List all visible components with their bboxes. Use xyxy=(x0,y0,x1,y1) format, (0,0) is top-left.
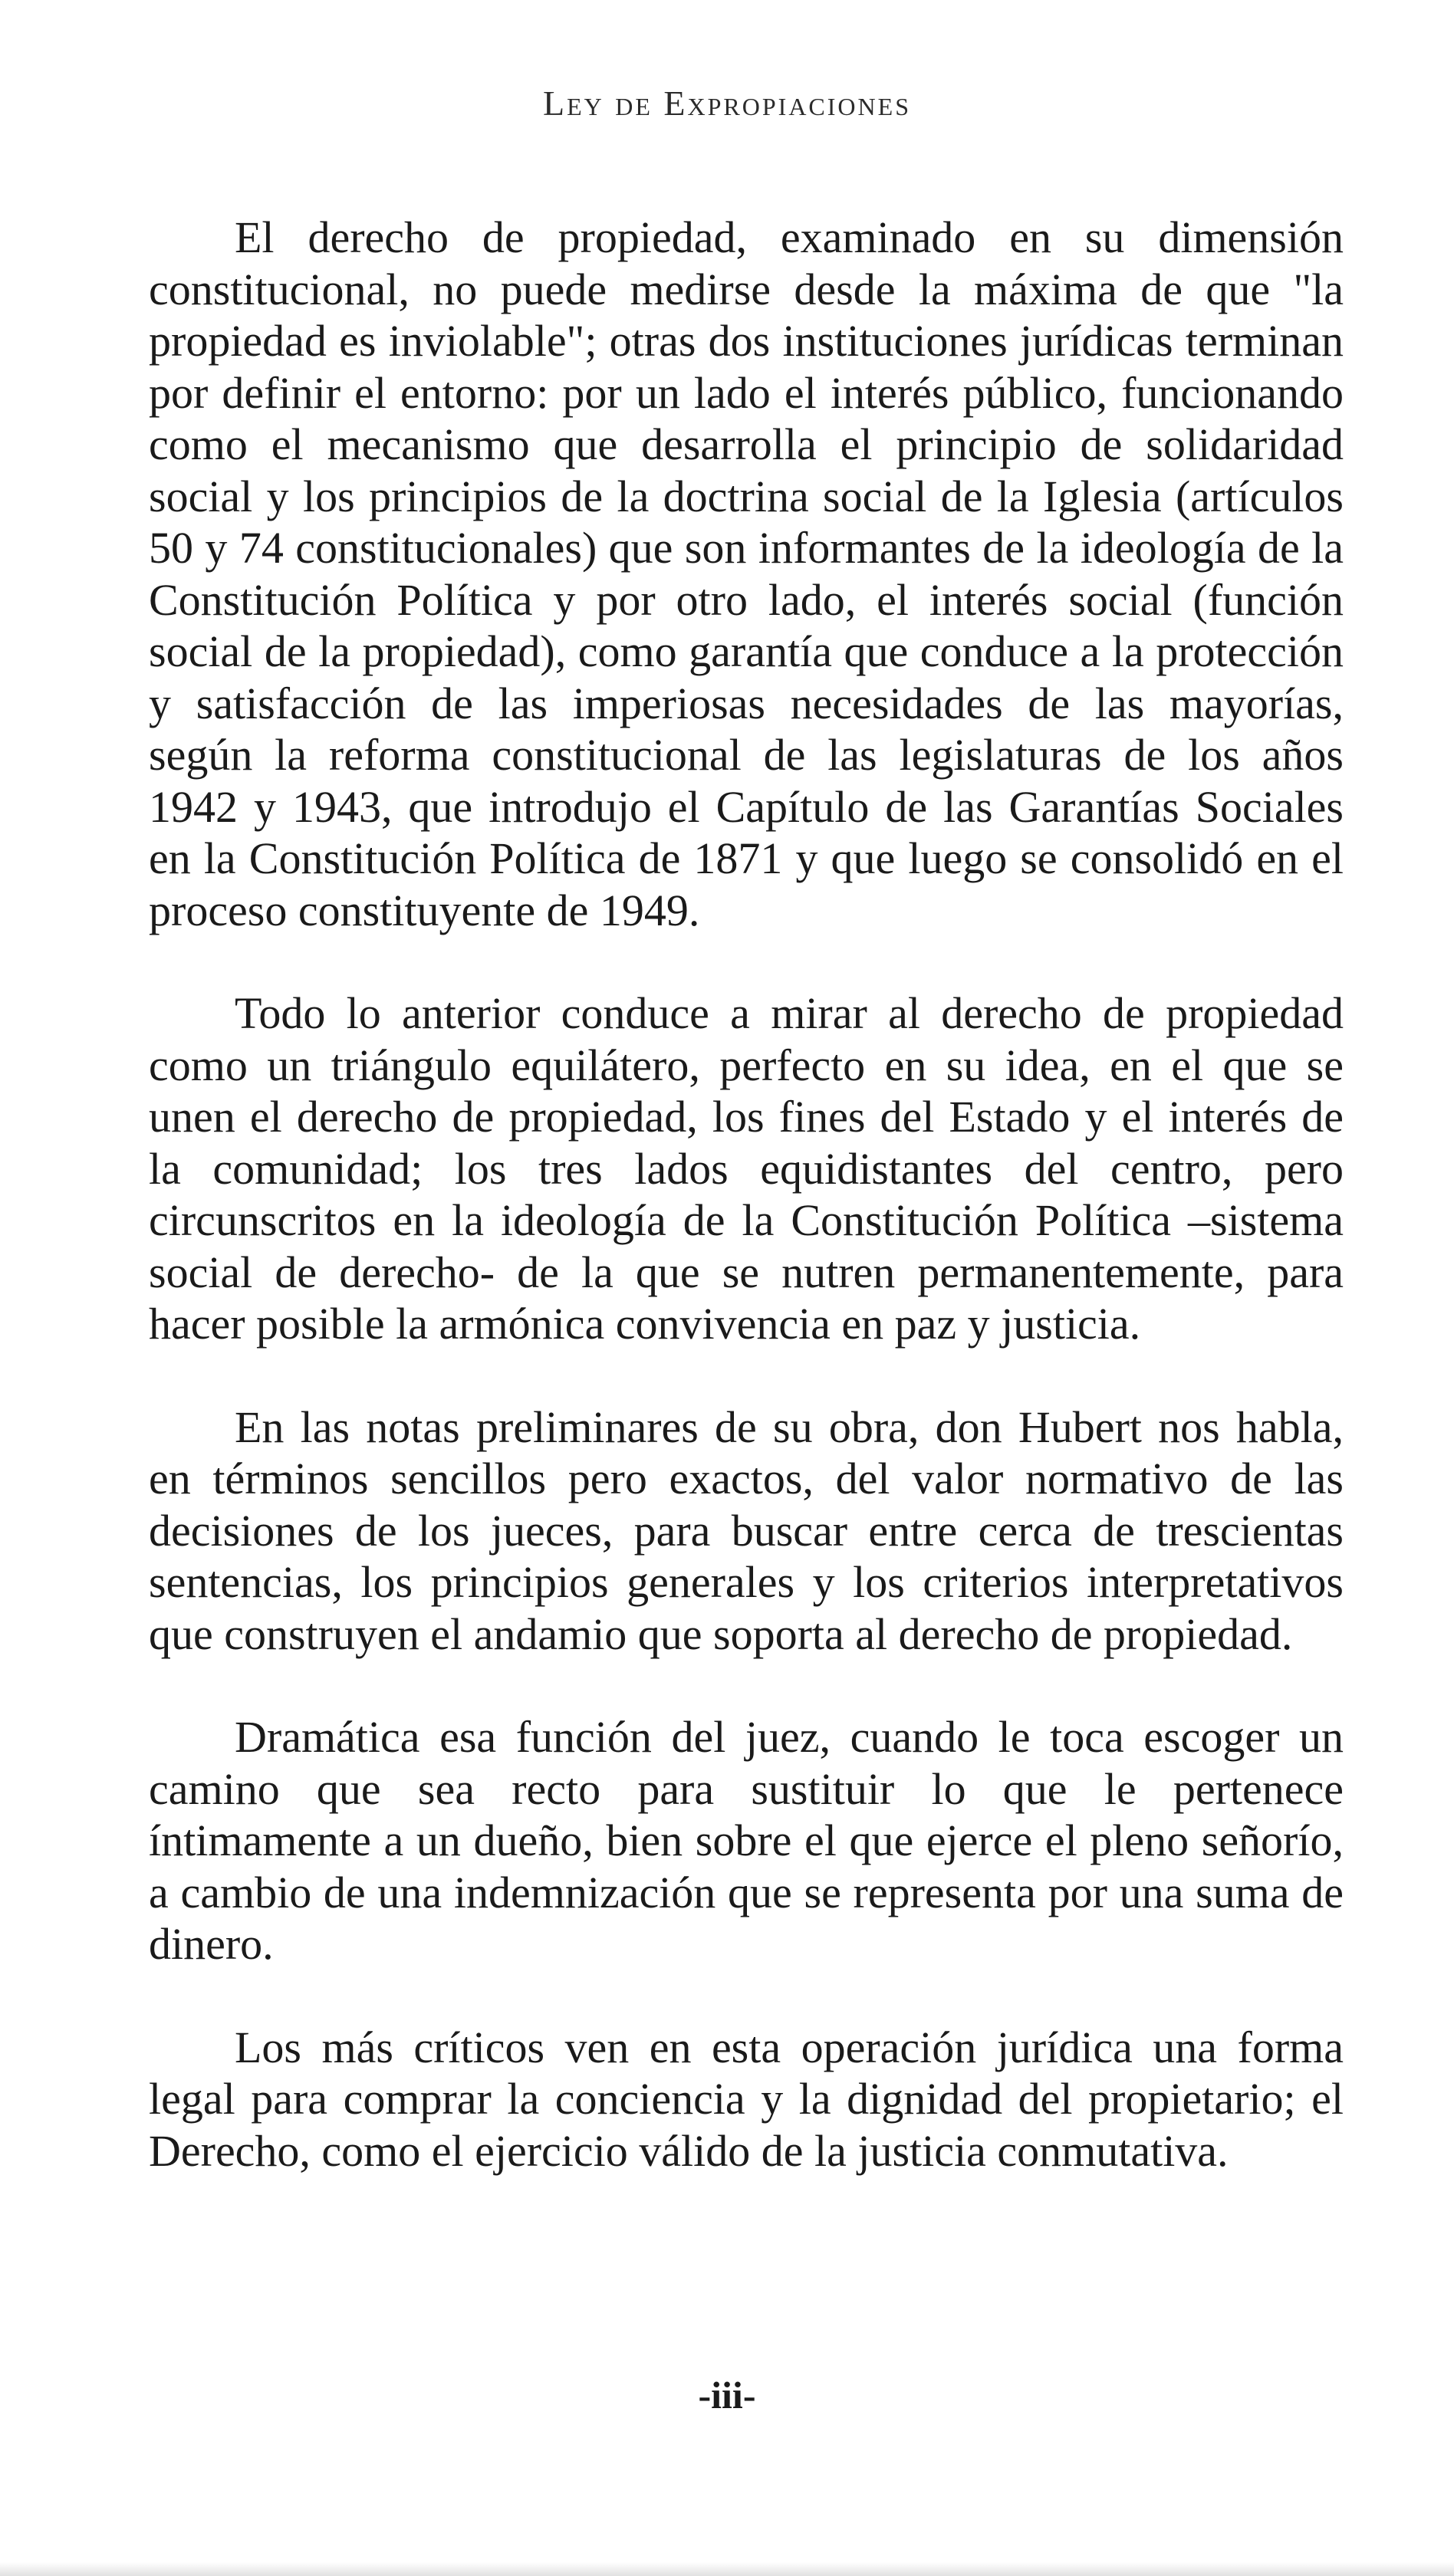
paragraph-3: En las notas preliminares de su obra, don Hubert nos habla, en términos sencillos pero exactos, del valor normativo de las decisiones de los jueces, para buscar entre cerca de trescientas sentencias, los principios generales y los criterios interpretativos que construyen el andamio que soporta al derecho de propiedad. xyxy=(149,1401,1344,1659)
page-edge-shadow xyxy=(0,2562,1454,2576)
paragraph-1: El derecho de propiedad, examinado en su dimensión constitucional, no puede medirse desde la máxima de que "la propiedad es inviolable"; otras dos instituciones jurídicas terminan por definir el entorno: por un lado el interés público, funcionando como el mecanismo que desarrolla el principio de solidaridad social y los principios de la doctrina social de la Iglesia (artículos 50 y 74 constitucionales) que son informantes de la ideología de la Constitución Política y por otro lado, el interés social (función social de la propiedad), como garantía que conduce a la protección y satisfacción de las imperiosas necesidades de las mayorías, según la reforma constitucional de las legislaturas de los años 1942 y 1943, que introdujo el Capítulo de las Garantías Sociales en la Constitución Política de 1871 y que luego se consolidó en el proceso constituyente de 1949. xyxy=(149,212,1344,935)
paragraph-2: Todo lo anterior conduce a mirar al derecho de propiedad como un triángulo equilátero, perfecto en su idea, en el que se unen el derecho de propiedad, los fines del Estado y el interés de la comunidad; los tres lados equidistantes del centro, pero circunscritos en la ideología de la Constitución Política –sistema social de derecho- de la que se nutren permanentemente, para hacer posible la armónica convivencia en paz y justicia. xyxy=(149,988,1344,1349)
paragraph-5: Los más críticos ven en esta operación jurídica una forma legal para comprar la conciencia y la dignidad del propietario; el Derecho, como el ejercicio válido de la justicia conmutativa. xyxy=(149,2022,1344,2176)
body-text xyxy=(149,212,1344,2177)
paragraph-4: Dramática esa función del juez, cuando le toca escoger un camino que sea recto para sustituir lo que le pertenece íntimamente a un dueño, bien sobre el que ejerce el pleno señorío, a cambio de una indemnización que se representa por una suma de dinero. xyxy=(149,1712,1344,1969)
running-header: Ley de Expropiaciones xyxy=(543,84,911,123)
page-number: -iii- xyxy=(698,2374,756,2417)
